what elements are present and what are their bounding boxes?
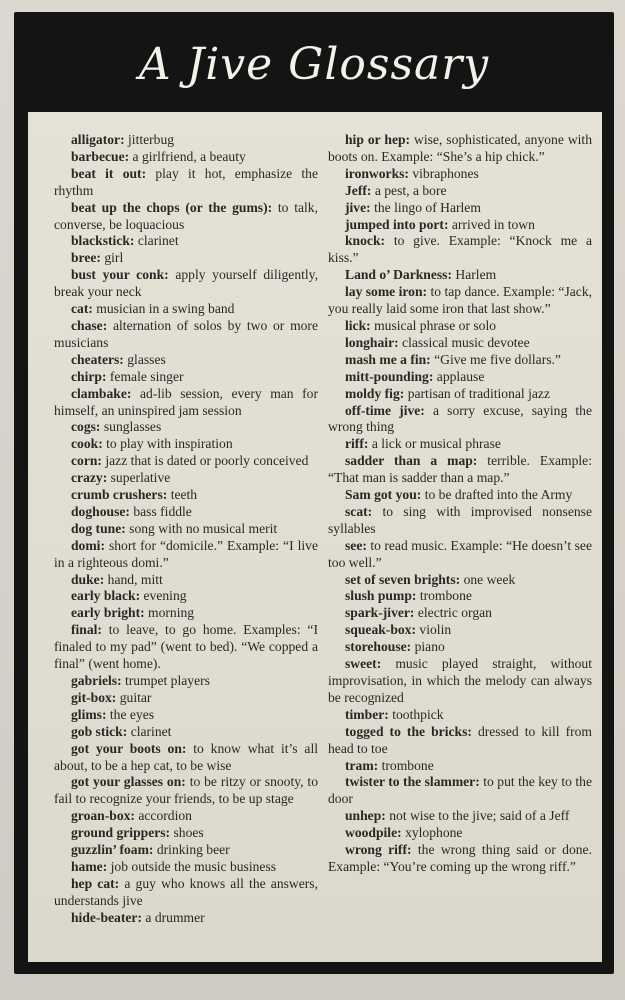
glossary-entry	[328, 318, 592, 335]
glossary-definition: Harlem	[455, 267, 497, 283]
glossary-definition: electric organ	[417, 605, 492, 621]
glossary-definition: to talk, converse, be loquacious	[54, 199, 318, 232]
glossary-entry	[54, 808, 318, 825]
glossary-entry	[328, 436, 592, 453]
glossary-term: hide-beater:	[71, 909, 142, 925]
glossary-entry	[328, 538, 592, 572]
glossary-term: cat:	[71, 301, 93, 317]
glossary-entry	[328, 572, 592, 589]
glossary-term: gabriels:	[71, 673, 122, 688]
glossary-definition: the eyes	[109, 706, 155, 722]
glossary-term: gob stick:	[71, 723, 128, 739]
glossary-definition: morning	[148, 605, 195, 621]
glossary-definition: to be ritzy or snooty, to fail to recognize your friends, to be up stage	[54, 774, 318, 807]
glossary-entry	[54, 132, 318, 149]
glossary-definition: to tap dance. Example: “Jack, you really laid some iron that last show.”	[328, 284, 593, 317]
glossary-term: early bright:	[71, 605, 145, 621]
glossary-entry	[54, 825, 318, 842]
glossary-entry	[328, 233, 592, 267]
glossary-entry	[54, 859, 318, 876]
glossary-definition: to know what it’s all about, to be a hep cat, to be wise	[54, 740, 318, 773]
glossary-term: Jeff:	[345, 182, 372, 198]
glossary-term: storehouse:	[345, 639, 412, 655]
glossary-definition: sunglasses	[103, 419, 162, 435]
glossary-entry	[54, 521, 318, 538]
glossary-definition: guitar	[119, 689, 152, 705]
glossary-definition: jazz that is dated or poorly conceived	[105, 453, 309, 469]
glossary-term: mitt-pounding:	[345, 368, 434, 384]
glossary-term: bree:	[71, 250, 101, 266]
glossary-definition: terrible. Example: “That man is sadder than a map.”	[328, 453, 592, 486]
glossary-entry	[328, 724, 592, 758]
glossary-definition: xylophone	[405, 825, 463, 841]
glossary-entry	[328, 386, 592, 403]
glossary-entry	[328, 656, 592, 707]
glossary-definition: jitterbug	[128, 132, 175, 147]
glossary-entry	[54, 200, 318, 234]
glossary-definition: to leave, to go home. Examples: “I finaled to my pad” (went to bed). “We copped a final” (went home).	[54, 622, 318, 672]
glossary-entry	[54, 470, 318, 487]
glossary-term: got your glasses on:	[71, 774, 186, 790]
glossary-entry	[328, 774, 592, 808]
glossary-definition: to play with inspiration	[106, 436, 233, 452]
glossary-term: tram:	[345, 757, 379, 773]
left-column	[54, 132, 318, 927]
glossary-term: off-time jive:	[345, 402, 425, 418]
glossary-definition: one week	[463, 571, 516, 587]
glossary-definition: apply yourself diligently, break your neck	[54, 267, 318, 300]
glossary-term: Sam got you:	[345, 487, 422, 503]
glossary-definition: to be drafted into the Army	[424, 487, 573, 503]
glossary-definition: musician in a swing band	[96, 301, 235, 317]
glossary-entry	[54, 774, 318, 808]
glossary-entry	[54, 741, 318, 775]
glossary-term: longhair:	[345, 334, 399, 350]
glossary-term: unhep:	[345, 808, 386, 824]
glossary-term: dog tune:	[71, 520, 126, 536]
glossary-term: squeak-box:	[345, 622, 417, 638]
glossary-definition: clarinet	[137, 233, 179, 249]
glossary-definition: a girlfriend, a beauty	[132, 148, 246, 164]
glossary-term: cook:	[71, 436, 103, 452]
glossary-entry	[54, 588, 318, 605]
glossary-entry	[54, 910, 318, 927]
glossary-term: riff:	[345, 436, 369, 452]
glossary-entry	[328, 132, 592, 166]
glossary-definition: superlative	[110, 470, 171, 486]
glossary-definition: the lingo of Harlem	[374, 199, 481, 215]
glossary-entry	[54, 369, 318, 386]
glossary-entry	[328, 369, 592, 386]
glossary-term: sweet:	[345, 656, 382, 672]
glossary-definition: song with no musical merit	[129, 520, 278, 536]
right-column	[328, 132, 592, 876]
glossary-panel	[28, 112, 602, 962]
glossary-definition: piano	[414, 639, 445, 655]
glossary-definition: ad-lib session, every man for himself, an uninspired jam session	[54, 385, 319, 418]
glossary-entry	[328, 217, 592, 234]
glossary-definition: job outside the music business	[110, 858, 277, 874]
glossary-entry	[328, 825, 592, 842]
glossary-definition: a lick or musical phrase	[371, 436, 501, 452]
glossary-term: lick:	[345, 317, 371, 333]
glossary-definition: to put the key to the door	[328, 774, 592, 807]
glossary-term: bust your conk:	[71, 267, 169, 283]
glossary-definition: female singer	[109, 368, 184, 384]
glossary-definition: glasses	[127, 351, 166, 367]
glossary-entry	[54, 690, 318, 707]
glossary-term: jive:	[345, 199, 371, 215]
glossary-definition: toothpick	[392, 706, 444, 722]
glossary-definition: vibraphones	[412, 165, 479, 181]
glossary-term: chirp:	[71, 368, 107, 384]
glossary-definition: the wrong thing said or done. Example: “You’re coming up the wrong riff.”	[328, 842, 592, 874]
glossary-definition: girl	[104, 250, 124, 266]
glossary-definition: partisan of traditional jazz	[407, 385, 550, 401]
glossary-entry	[328, 200, 592, 217]
glossary-entry	[54, 352, 318, 369]
glossary-entry	[328, 335, 592, 352]
glossary-definition: a sorry excuse, saying the wrong thing	[328, 402, 592, 435]
glossary-term: barbecue:	[71, 148, 130, 164]
glossary-term: hame:	[71, 858, 108, 874]
glossary-term: beat it out:	[71, 165, 147, 181]
glossary-term: ironworks:	[345, 165, 409, 181]
glossary-entry	[54, 301, 318, 318]
glossary-term: duke:	[71, 571, 105, 587]
glossary-frame	[14, 12, 614, 974]
glossary-term: scat:	[345, 503, 373, 519]
glossary-definition: short for “domicile.” Example: “I live in a righteous domi.”	[54, 537, 318, 570]
glossary-term: set of seven brights:	[345, 571, 461, 587]
glossary-term: wrong riff:	[345, 842, 412, 858]
glossary-term: jumped into port:	[345, 216, 449, 232]
glossary-term: timber:	[345, 706, 389, 722]
glossary-entry	[328, 639, 592, 656]
glossary-definition: hand, mitt	[107, 571, 163, 587]
glossary-entry	[328, 605, 592, 622]
glossary-term: early black:	[71, 588, 141, 604]
glossary-term: spark-jiver:	[345, 605, 415, 621]
glossary-term: doghouse:	[71, 503, 130, 519]
glossary-term: Land o’ Darkness:	[345, 267, 453, 283]
glossary-definition: “Give me five dollars.”	[434, 351, 561, 367]
glossary-definition: shoes	[173, 825, 204, 841]
glossary-definition: to sing with improvised nonsense syllables	[328, 503, 592, 536]
glossary-entry	[54, 605, 318, 622]
glossary-definition: a pest, a bore	[374, 182, 447, 198]
glossary-definition: drinking beer	[156, 842, 230, 858]
glossary-term: git-box:	[71, 689, 117, 705]
glossary-term: mash me a fin:	[345, 351, 431, 367]
glossary-term: domi:	[71, 537, 105, 553]
glossary-entry	[328, 504, 592, 538]
glossary-term: moldy fig:	[345, 385, 405, 401]
glossary-entry	[328, 622, 592, 639]
glossary-definition: a drummer	[145, 909, 205, 925]
title-band	[14, 12, 614, 110]
glossary-entry	[328, 183, 592, 200]
glossary-entry	[328, 487, 592, 504]
glossary-definition: applause	[436, 368, 485, 384]
glossary-entry	[328, 403, 592, 437]
glossary-definition: not wise to the jive; said of a Jeff	[389, 808, 570, 824]
glossary-entry	[328, 808, 592, 825]
glossary-entry	[328, 166, 592, 183]
glossary-entry	[328, 758, 592, 775]
glossary-definition: trombone	[381, 757, 434, 773]
glossary-term: final:	[71, 622, 102, 638]
glossary-entry	[54, 149, 318, 166]
glossary-entry	[54, 166, 318, 200]
glossary-term: sadder than a map:	[345, 453, 478, 469]
glossary-term: cogs:	[71, 419, 101, 435]
glossary-term: crumb crushers:	[71, 487, 168, 503]
glossary-definition: alternation of solos by two or more musicians	[54, 317, 318, 350]
glossary-definition: teeth	[170, 487, 198, 503]
glossary-definition: trumpet players	[125, 673, 210, 688]
glossary-entry	[54, 487, 318, 504]
glossary-entry	[328, 352, 592, 369]
glossary-definition: to give. Example: “Knock me a kiss.”	[328, 233, 592, 266]
glossary-entry	[54, 318, 318, 352]
glossary-entry	[54, 250, 318, 267]
glossary-definition: to read music. Example: “He doesn’t see too well.”	[328, 537, 592, 570]
glossary-term: clambake:	[71, 385, 132, 401]
glossary-definition: arrived in town	[451, 216, 535, 232]
glossary-entry	[54, 673, 318, 690]
glossary-term: beat up the chops (or the gums):	[71, 199, 273, 215]
glossary-entry	[54, 622, 318, 673]
glossary-entry	[54, 267, 318, 301]
glossary-definition: a guy who knows all the answers, understands jive	[54, 875, 318, 908]
glossary-term: woodpile:	[345, 825, 402, 841]
glossary-definition: dressed to kill from head to toe	[328, 723, 592, 756]
glossary-term: cheaters:	[71, 351, 124, 367]
glossary-definition: violin	[419, 622, 452, 638]
glossary-term: corn:	[71, 453, 102, 469]
glossary-term: hip or hep:	[345, 132, 411, 147]
glossary-term: knock:	[345, 233, 386, 249]
glossary-term: glims:	[71, 706, 107, 722]
glossary-definition: trombone	[419, 588, 472, 604]
glossary-entry	[54, 572, 318, 589]
glossary-term: see:	[345, 537, 367, 553]
glossary-term: got your boots on:	[71, 740, 187, 756]
glossary-entry	[54, 504, 318, 521]
glossary-term: guzzlin’ foam:	[71, 842, 154, 858]
glossary-term: blackstick:	[71, 233, 135, 249]
glossary-term: groan-box:	[71, 808, 135, 824]
glossary-term: slush pump:	[345, 588, 417, 604]
glossary-definition: clarinet	[130, 723, 172, 739]
glossary-term: chase:	[71, 317, 108, 333]
glossary-definition: classical music devotee	[402, 334, 530, 350]
glossary-term: togged to the bricks:	[345, 723, 472, 739]
glossary-entry	[328, 842, 592, 876]
glossary-definition: music played straight, without improvisation, in which the melody can always be recognized	[328, 656, 592, 705]
glossary-definition: evening	[143, 588, 187, 604]
glossary-term: hep cat:	[71, 875, 120, 891]
glossary-entry	[54, 419, 318, 436]
glossary-definition: play it hot, emphasize the rhythm	[54, 165, 319, 198]
glossary-entry	[54, 707, 318, 724]
glossary-entry	[328, 267, 592, 284]
glossary-term: alligator:	[71, 132, 125, 147]
glossary-definition: wise, sophisticated, anyone with boots on. Example: “She’s a hip chick.”	[328, 132, 592, 164]
glossary-entry	[328, 284, 592, 318]
glossary-entry	[54, 876, 318, 910]
page-title: A Jive Glossary	[138, 38, 490, 90]
glossary-term: crazy:	[71, 470, 108, 486]
glossary-entry	[54, 436, 318, 453]
glossary-entry	[328, 707, 592, 724]
glossary-entry	[54, 538, 318, 572]
glossary-entry	[328, 588, 592, 605]
glossary-entry	[54, 724, 318, 741]
glossary-definition: bass fiddle	[133, 503, 192, 519]
glossary-entry	[54, 233, 318, 250]
glossary-term: lay some iron:	[345, 284, 428, 300]
glossary-entry	[54, 842, 318, 859]
glossary-entry	[54, 386, 318, 420]
glossary-term: ground grippers:	[71, 825, 171, 841]
glossary-definition: musical phrase or solo	[374, 317, 497, 333]
glossary-entry	[328, 453, 592, 487]
glossary-entry	[54, 453, 318, 470]
glossary-term: twister to the slammer:	[345, 774, 480, 790]
glossary-definition: accordion	[138, 808, 192, 824]
